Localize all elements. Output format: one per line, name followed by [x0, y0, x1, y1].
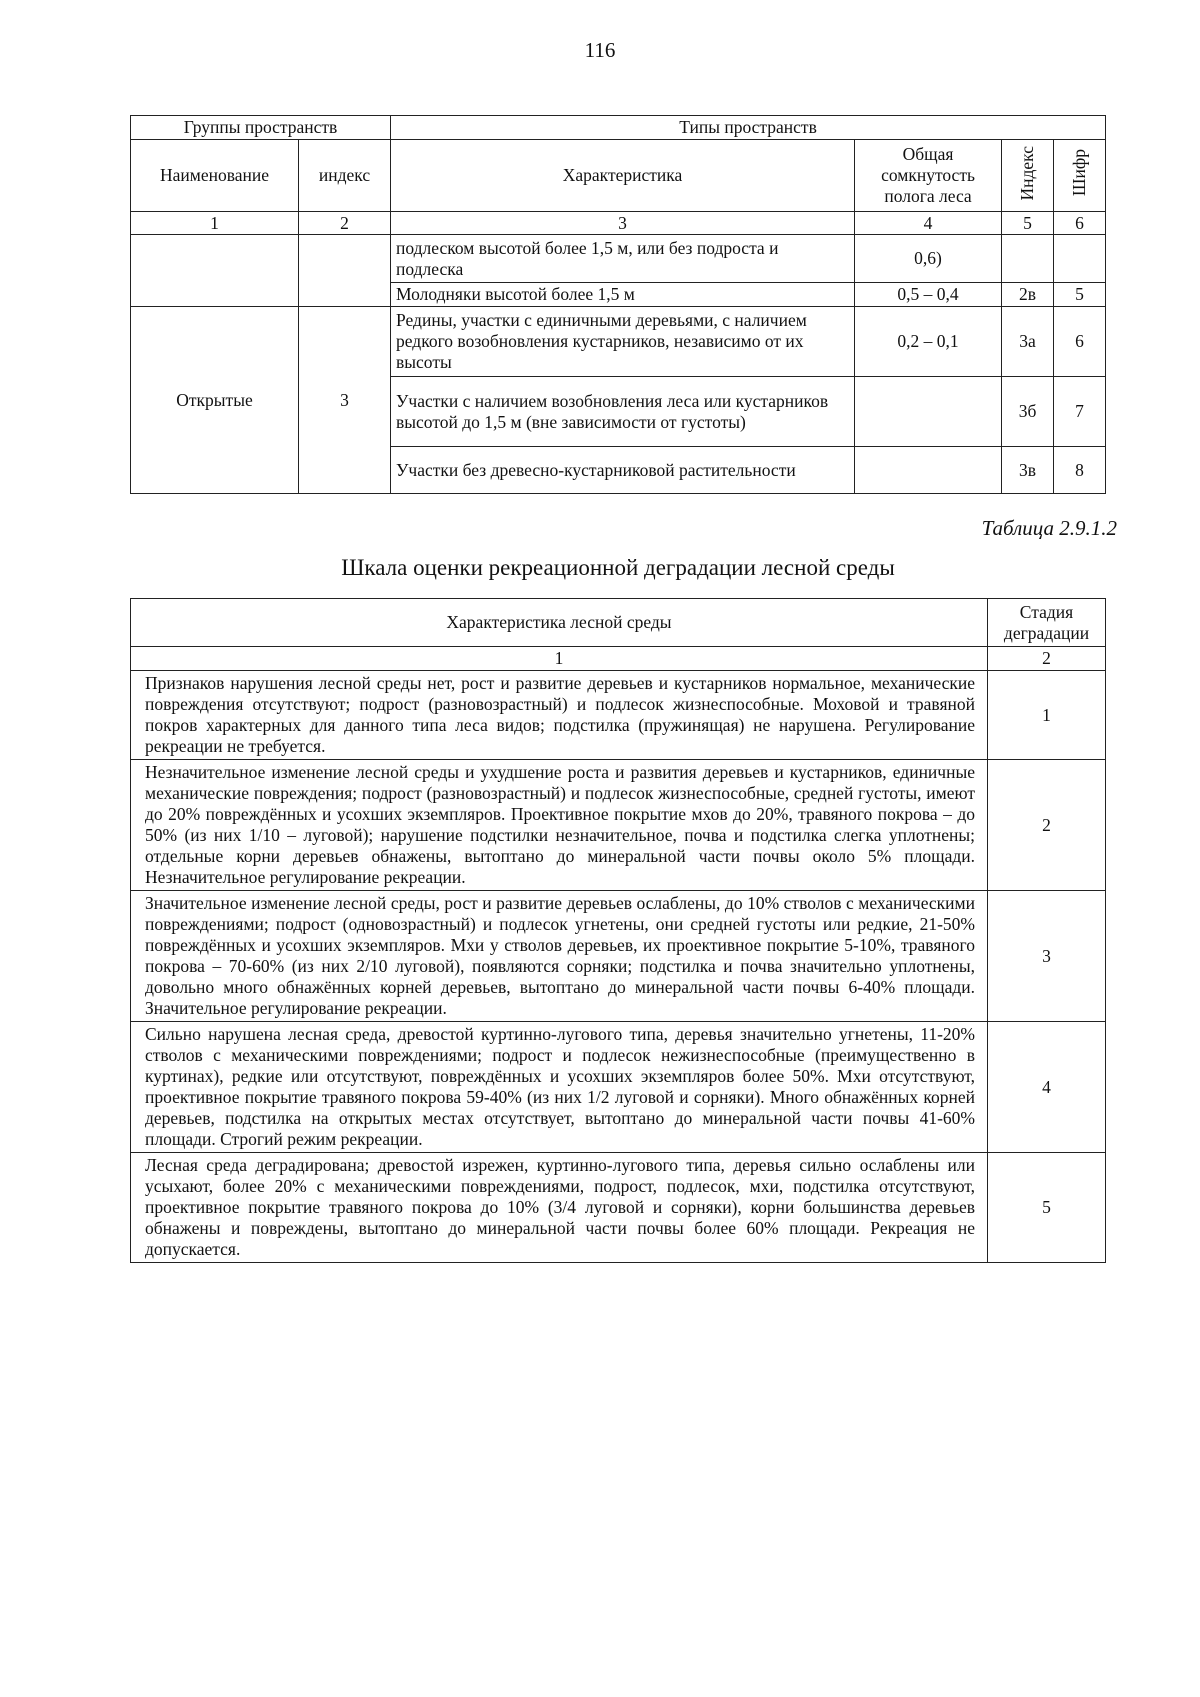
group-name-cell: Открытые: [131, 307, 299, 494]
col-number: 1: [131, 212, 299, 235]
degradation-stage: 2: [988, 760, 1106, 891]
degradation-description: Лесная среда деградирована; древостой изрежен, куртинно-лугового типа, деревья сильно ослаблены или усыхают, более 20% с механическими повреждениями, подрост, подлесок, мхи, подстилка отсутствуют, проективное покрытие травяного покрова до 10% (3/4 луговой и сорняки), корни большинства деревьев обнажены и повреждены, вытоптано до минеральной части почвы более 60% площади. Рекреация не допускается.: [131, 1153, 988, 1263]
group-index-cell: [299, 235, 391, 307]
degradation-stage: 5: [988, 1153, 1106, 1263]
characteristic-cell: Участки с наличием возобновления леса или кустарников высотой до 1,5 м (вне зависимости от густоты): [391, 377, 855, 447]
degradation-description: Значительное изменение лесной среды, рост и развитие деревьев ослаблены, до 10% стволов с механическими повреждениями; подрост (одновозрастный) и подлесок угнетены, они средней густоты или редкие, 21-50% повреждённых и усохших экземпляров. Мхи у стволов деревьев, их проективное покрытие 5-10%, травяного покрова – 70-60% (из них 2/10 луговой), появляются сорняки; подстилка и почва значительно уплотнены, довольно много обнажённых корней деревьев, вытоптано до минеральной части почвы 6-40% площади. Значительное регулирование рекреации.: [131, 891, 988, 1022]
col-number: 4: [855, 212, 1002, 235]
degradation-scale-table: [130, 598, 1106, 1263]
header-index: индекс: [299, 140, 391, 212]
header-types: Типы пространств: [391, 116, 1106, 140]
table-row: [131, 1153, 1106, 1263]
col-number: 5: [1002, 212, 1054, 235]
characteristic-cell: Редины, участки с единичными деревьями, с наличием редкого возобновления кустарников, независимо от их высоты: [391, 307, 855, 377]
col-number: 1: [131, 647, 988, 671]
header-name: Наименование: [131, 140, 299, 212]
header-forest-characteristic: Характеристика лесной среды: [131, 599, 988, 647]
degradation-description: Незначительное изменение лесной среды и ухудшение роста и развития деревьев и кустарников, единичные механические повреждения; подрост (разновозрастный) и подлесок жизнеспособные, средней густоты, имеют до 20% повреждённых и усохших экземпляров. Проективное покрытие мхов до 20%, травяного покрова – до 50% (из них 1/10 – луговой); нарушение подстилки незначительное, почва и подстилка слегка уплотнены; отдельные корни деревьев обнажены, вытоптано до минеральной части почвы около 5% площади. Незначительное регулирование рекреации.: [131, 760, 988, 891]
closure-cell: 0,6): [855, 235, 1002, 283]
table-row: [131, 235, 1106, 283]
code-cell: 6: [1054, 307, 1106, 377]
header-code-vertical: Шифр: [1054, 140, 1106, 212]
table-title: Шкала оценки рекреационной деградации лесной среды: [341, 555, 895, 580]
index-cell: 3б: [1002, 377, 1054, 447]
characteristic-cell: подлеском высотой более 1,5 м, или без подроста и подлеска: [391, 235, 855, 283]
closure-cell: [855, 377, 1002, 447]
table-row: [131, 891, 1106, 1022]
col-number: 2: [988, 647, 1106, 671]
header-closure: Общая сомкнутость полога леса: [855, 140, 1002, 212]
degradation-description: Признаков нарушения лесной среды нет, рост и развитие деревьев и кустарников нормальное, механические повреждения отсутствуют; подрост (разновозрастный) и подлесок жизнеспособные. Моховой и травяной покров характерных для данного типа леса видов; подстилка (пружинящая) не нарушена. Регулирование рекреации не требуется.: [131, 671, 988, 760]
code-cell: 5: [1054, 283, 1106, 307]
space-types-table: [130, 115, 1106, 494]
header-groups: Группы пространств: [131, 116, 391, 140]
code-cell: 8: [1054, 447, 1106, 494]
header-characteristic: Характеристика: [391, 140, 855, 212]
table-label: Таблица 2.9.1.2: [981, 516, 1117, 540]
group-index-cell: 3: [299, 307, 391, 494]
table-row: [131, 307, 1106, 377]
characteristic-cell: Молодняки высотой более 1,5 м: [391, 283, 855, 307]
index-cell: 3а: [1002, 307, 1054, 377]
group-name-cell: [131, 235, 299, 307]
header-stage: Стадия деградации: [988, 599, 1106, 647]
table-row: [131, 1022, 1106, 1153]
code-cell: [1054, 235, 1106, 283]
table-row: [131, 671, 1106, 760]
index-cell: 3в: [1002, 447, 1054, 494]
col-number: 2: [299, 212, 391, 235]
index-cell: [1002, 235, 1054, 283]
header-index-vertical: Индекс: [1002, 140, 1054, 212]
degradation-stage: 3: [988, 891, 1106, 1022]
page-number: 116: [584, 38, 616, 62]
col-number: 6: [1054, 212, 1106, 235]
col-number: 3: [391, 212, 855, 235]
degradation-stage: 4: [988, 1022, 1106, 1153]
degradation-description: Сильно нарушена лесная среда, древостой куртинно-лугового типа, деревья значительно угнетены, 11-20% стволов с механическими повреждениями; подрост и подлесок нежизнеспособные (преимущественно в куртинах), редкие или отсутствуют, повреждённых и усохших экземпляров более 50%. Мхи отсутствуют, проективное покрытие травяного покрова 59-40% (из них 1/2 луговой и сорняки). Много обнажённых корней деревьев, подстилка на открытых местах отсутствует, вытоптано до минеральной части почвы 41-60% площади. Строгий режим рекреации.: [131, 1022, 988, 1153]
code-cell: 7: [1054, 377, 1106, 447]
table-row: [131, 760, 1106, 891]
degradation-stage: 1: [988, 671, 1106, 760]
closure-cell: 0,5 – 0,4: [855, 283, 1002, 307]
index-cell: 2в: [1002, 283, 1054, 307]
characteristic-cell: Участки без древесно-кустарниковой растительности: [391, 447, 855, 494]
closure-cell: [855, 447, 1002, 494]
closure-cell: 0,2 – 0,1: [855, 307, 1002, 377]
